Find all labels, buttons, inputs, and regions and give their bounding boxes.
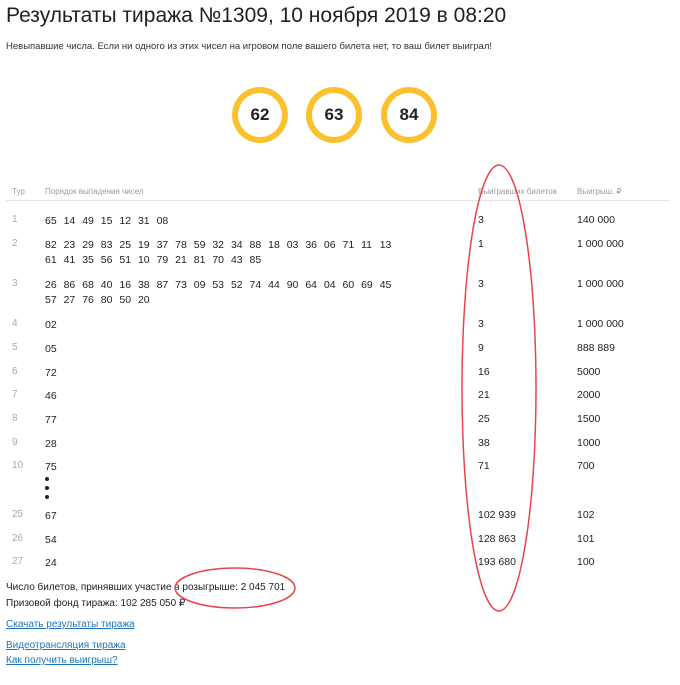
drawn-numbers — [45, 366, 455, 381]
drawn-number: 57 — [45, 294, 57, 306]
winning-tickets: 9 — [478, 342, 484, 354]
winning-tickets: 3 — [478, 318, 484, 330]
drawn-number: 27 — [63, 294, 76, 306]
numbers-line — [45, 253, 455, 268]
ellipsis-dot — [45, 486, 49, 490]
drawn-number: 25 — [119, 239, 132, 251]
numbers-line — [45, 389, 455, 404]
drawn-number: 14 — [63, 215, 76, 227]
numbers-line — [45, 413, 455, 428]
prize-amount: 102 — [577, 509, 595, 521]
tour-number: 4 — [12, 318, 18, 329]
drawn-number: 28 — [45, 438, 57, 450]
drawn-number: 77 — [45, 414, 57, 426]
drawn-number: 09 — [193, 279, 206, 291]
winning-tickets: 3 — [478, 214, 484, 226]
drawn-number: 67 — [45, 510, 57, 522]
drawn-number: 40 — [100, 279, 113, 291]
drawn-number: 21 — [175, 254, 187, 266]
missed-numbers-balls — [0, 87, 680, 147]
winning-tickets: 71 — [478, 460, 490, 472]
drawn-numbers — [45, 318, 455, 333]
drawn-number: 82 — [45, 239, 57, 251]
drawn-number: 52 — [230, 279, 243, 291]
drawn-numbers — [45, 238, 455, 268]
drawn-number: 54 — [45, 534, 57, 546]
drawn-number: 83 — [100, 239, 113, 251]
numbers-line — [45, 318, 455, 333]
tour-number: 25 — [12, 509, 24, 520]
prize-amount: 101 — [577, 533, 595, 545]
drawn-number: 53 — [212, 279, 225, 291]
drawn-number: 36 — [305, 239, 317, 251]
drawn-number: 88 — [249, 239, 262, 251]
prize-amount: 888 889 — [577, 342, 615, 354]
participants-count: Число билетов, принявших участие в розыгрыше: 2 045 701 — [6, 582, 286, 593]
drawn-number: 41 — [63, 254, 76, 266]
drawn-number: 76 — [82, 294, 94, 306]
drawn-number: 61 — [45, 254, 57, 266]
tour-number: 9 — [12, 437, 18, 448]
drawn-numbers — [45, 413, 455, 428]
drawn-number: 12 — [119, 215, 132, 227]
winning-tickets: 3 — [478, 278, 484, 290]
tour-number: 3 — [12, 278, 18, 289]
how-to-get-prize-link[interactable]: Как получить выигрыш? — [6, 655, 118, 666]
winning-tickets: 1 — [478, 238, 484, 250]
ball-number: 84 — [387, 93, 431, 137]
drawn-number: 03 — [286, 239, 299, 251]
drawn-number: 49 — [82, 215, 94, 227]
drawn-number: 73 — [175, 279, 187, 291]
page-subtitle: Невыпавшие числа. Если ни одного из этих чисел на игровом поле вашего билета нет, то ваш билет выиграл! — [6, 41, 492, 52]
ball-number: 63 — [312, 93, 356, 137]
drawn-number: 80 — [100, 294, 113, 306]
numbers-line — [45, 214, 455, 229]
tour-number: 27 — [12, 556, 24, 567]
numbers-line — [45, 278, 455, 293]
drawn-number: 44 — [268, 279, 280, 291]
tour-number: 26 — [12, 533, 24, 544]
drawn-number: 31 — [137, 215, 150, 227]
numbers-line — [45, 366, 455, 381]
drawn-number: 24 — [45, 557, 57, 569]
tour-number: 8 — [12, 413, 18, 424]
drawn-number: 29 — [82, 239, 94, 251]
table-header-divider — [6, 200, 670, 201]
drawn-number: 19 — [137, 239, 150, 251]
drawn-number: 06 — [323, 239, 336, 251]
winning-tickets: 38 — [478, 437, 490, 449]
drawn-number: 59 — [193, 239, 206, 251]
drawn-number: 74 — [249, 279, 262, 291]
numbers-line — [45, 293, 455, 308]
drawn-number: 05 — [45, 343, 57, 355]
drawn-number: 56 — [100, 254, 113, 266]
drawn-number: 11 — [361, 239, 372, 251]
drawn-number: 37 — [156, 239, 169, 251]
drawn-number: 02 — [45, 319, 57, 331]
drawn-numbers — [45, 533, 455, 548]
drawn-numbers — [45, 460, 455, 475]
prize-amount: 140 000 — [577, 214, 615, 226]
drawn-numbers — [45, 556, 455, 571]
prize-amount: 1000 — [577, 437, 601, 449]
download-results-link[interactable]: Скачать результаты тиража — [6, 619, 135, 630]
tour-number: 6 — [12, 366, 18, 377]
drawn-number: 45 — [379, 279, 392, 291]
drawn-number: 20 — [137, 294, 150, 306]
numbers-line — [45, 533, 455, 548]
drawn-number: 70 — [212, 254, 225, 266]
drawn-number: 75 — [45, 461, 57, 473]
drawn-numbers — [45, 437, 455, 452]
prize-amount: 700 — [577, 460, 595, 472]
ball-number: 62 — [238, 93, 282, 137]
drawn-number: 87 — [156, 279, 169, 291]
drawn-number: 38 — [137, 279, 150, 291]
prize-amount: 1 000 000 — [577, 318, 624, 330]
drawn-number: 13 — [379, 239, 392, 251]
number-ball — [232, 87, 288, 143]
drawn-number: 08 — [156, 215, 169, 227]
drawn-number: 50 — [119, 294, 132, 306]
winning-tickets: 128 863 — [478, 533, 516, 545]
prize-amount: 5000 — [577, 366, 601, 378]
drawn-number: 78 — [175, 239, 187, 251]
drawn-number: 68 — [82, 279, 94, 291]
prize-amount: 100 — [577, 556, 595, 568]
drawn-number: 69 — [361, 279, 373, 291]
numbers-line — [45, 238, 455, 253]
drawn-number: 23 — [63, 239, 76, 251]
video-broadcast-link[interactable]: Видеотрансляция тиража — [6, 640, 126, 651]
drawn-number: 35 — [82, 254, 94, 266]
tour-number: 7 — [12, 389, 18, 400]
page-title: Результаты тиража №1309, 10 ноября 2019 в 08:20 — [6, 4, 507, 27]
winning-tickets: 16 — [478, 366, 490, 378]
prize-amount: 1500 — [577, 413, 601, 425]
drawn-number: 81 — [193, 254, 206, 266]
drawn-numbers — [45, 509, 455, 524]
prize-amount: 1 000 000 — [577, 238, 624, 250]
drawn-number: 65 — [45, 215, 57, 227]
drawn-number: 46 — [45, 390, 57, 402]
drawn-number: 85 — [249, 254, 262, 266]
drawn-number: 32 — [212, 239, 225, 251]
drawn-number: 86 — [63, 279, 76, 291]
column-header-order: Порядок выпадения чисел — [45, 187, 144, 196]
prize-amount: 2000 — [577, 389, 601, 401]
winning-tickets: 21 — [478, 389, 490, 401]
tour-number: 5 — [12, 342, 18, 353]
drawn-number: 60 — [342, 279, 355, 291]
number-ball — [306, 87, 362, 143]
drawn-numbers — [45, 278, 455, 308]
drawn-number: 71 — [342, 239, 355, 251]
drawn-number: 10 — [137, 254, 150, 266]
numbers-line — [45, 460, 455, 475]
column-header-tickets: Выигравших билетов — [478, 187, 557, 196]
ellipsis-dot — [45, 495, 49, 499]
drawn-number: 18 — [268, 239, 280, 251]
ellipsis-dot — [45, 477, 49, 481]
drawn-numbers — [45, 342, 455, 357]
drawn-number: 64 — [305, 279, 317, 291]
drawn-numbers — [45, 214, 455, 229]
column-header-tour: Тур — [12, 187, 25, 196]
drawn-number: 15 — [100, 215, 113, 227]
prize-fund: Призовой фонд тиража: 102 285 050 ₽ — [6, 598, 186, 609]
prize-amount: 1 000 000 — [577, 278, 624, 290]
drawn-number: 90 — [286, 279, 299, 291]
drawn-number: 26 — [45, 279, 57, 291]
number-ball — [381, 87, 437, 143]
numbers-line — [45, 556, 455, 571]
winning-tickets: 102 939 — [478, 509, 516, 521]
tour-number: 1 — [12, 214, 18, 225]
column-header-prize: Выигрыш, ₽ — [577, 187, 622, 196]
drawn-numbers — [45, 389, 455, 404]
drawn-number: 43 — [230, 254, 243, 266]
numbers-line — [45, 509, 455, 524]
drawn-number: 16 — [119, 279, 132, 291]
drawn-number: 79 — [156, 254, 169, 266]
winning-tickets: 25 — [478, 413, 490, 425]
drawn-number: 72 — [45, 367, 57, 379]
numbers-line — [45, 437, 455, 452]
tour-number: 10 — [12, 460, 24, 471]
tour-number: 2 — [12, 238, 18, 249]
winning-tickets: 193 680 — [478, 556, 516, 568]
drawn-number: 51 — [119, 254, 132, 266]
drawn-number: 04 — [323, 279, 336, 291]
drawn-number: 34 — [230, 239, 243, 251]
numbers-line — [45, 342, 455, 357]
